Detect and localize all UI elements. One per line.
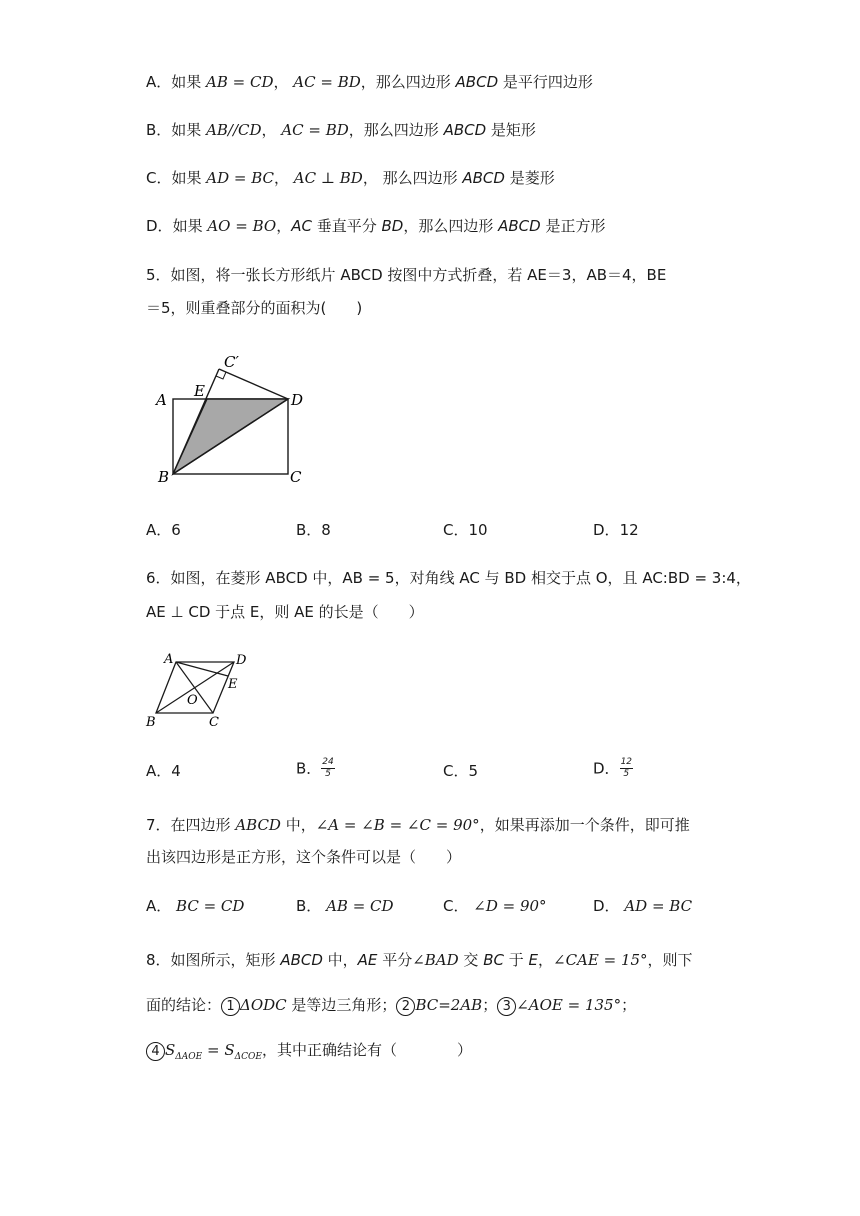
q8-stem-line2: 面的结论： 1 ΔODC 是等边三角形； 2 BC=2AB； 3 ∠AOE = 135°； xyxy=(146,996,637,1014)
q6-stem-line1: 6．如图，在菱形 ABCD 中，AB = 5，对角线 AC 与 BD 相交于点 O，且 AC:BD = 3:4， xyxy=(146,569,751,587)
q7-option-c: C． ∠D = 90° xyxy=(443,897,547,915)
q6-stem-line2: AE ⊥ CD 于点 E，则 AE 的长是（ ） xyxy=(146,603,424,621)
q6-label-b: B xyxy=(146,715,156,730)
circled-number-4: 4 xyxy=(146,1042,165,1061)
q5-label-d: D xyxy=(291,391,304,409)
q6-option-a: A．4 xyxy=(146,762,181,780)
q5-label-a: A xyxy=(156,391,167,409)
q6-option-b: B． $\frac{24}{5}$ xyxy=(296,757,334,779)
circled-number-3: 3 xyxy=(497,997,516,1016)
q7-option-a: A． BC = CD xyxy=(146,897,245,915)
q6-label-d: D xyxy=(236,653,247,668)
q4-option-a: A．如果 AB = CD， AC = BD，那么四边形 ABCD 是平行四边形 xyxy=(146,73,593,91)
q5-figure xyxy=(150,345,320,490)
q5-option-b: B．8 xyxy=(296,521,331,539)
q5-label-b: B xyxy=(158,468,170,486)
q5-fold-edge-c1d xyxy=(219,369,288,399)
q5-option-d: D．12 xyxy=(593,521,639,539)
q5-option-a: A．6 xyxy=(146,521,181,539)
q6-segment-ae xyxy=(176,662,228,676)
q7-option-d: D． AD = BC xyxy=(593,897,693,915)
q5-label-e: E xyxy=(194,382,205,400)
q5-stem-line2: ＝5，则重叠部分的面积为( ) xyxy=(146,299,363,317)
q4-option-d: D．如果 AO = BO，AC 垂直平分 BD，那么四边形 ABCD 是正方形 xyxy=(146,217,606,235)
q6-option-c: C．5 xyxy=(443,762,479,780)
q8-stem-line1: 8．如图所示，矩形 ABCD 中，AE 平分∠BAD 交 BC 于 E，∠CAE = 15°，则下 xyxy=(146,951,693,969)
q7-stem-line2: 出该四边形是正方形，这个条件可以是（ ） xyxy=(146,848,462,866)
q6-figure xyxy=(142,648,262,733)
q7-stem-line1: 7．在四边形 ABCD 中，∠A = ∠B = ∠C = 90°，如果再添加一个条件，即可推 xyxy=(146,816,690,834)
q5-label-c-prime: C′ xyxy=(224,353,239,371)
q5-stem-line1: 5．如图，将一张长方形纸片 ABCD 按图中方式折叠，若 AE＝3，AB＝4，BE xyxy=(146,266,667,284)
q6-label-e: E xyxy=(228,677,238,692)
q6-label-o: O xyxy=(187,693,198,708)
q6-label-c: C xyxy=(209,715,219,730)
circled-number-2: 2 xyxy=(396,997,415,1016)
q6-label-a: A xyxy=(164,652,174,667)
q4-option-b: B．如果 AB//CD， AC = BD，那么四边形 ABCD 是矩形 xyxy=(146,121,536,139)
q8-stem-line3: 4 $S_{\Delta AOE} = S_{\Delta COE}$，其中正确结论有（ ） xyxy=(146,1039,472,1068)
q5-label-c: C xyxy=(290,468,302,486)
circled-number-1: 1 xyxy=(221,997,240,1016)
q7-option-b: B． AB = CD xyxy=(296,897,394,915)
q6-option-d: D． $\frac{12}{5}$ xyxy=(593,757,633,779)
q4-option-c: C．如果 AD = BC， AC ⊥ BD， 那么四边形 ABCD 是菱形 xyxy=(146,169,555,187)
q5-option-c: C．10 xyxy=(443,521,488,539)
